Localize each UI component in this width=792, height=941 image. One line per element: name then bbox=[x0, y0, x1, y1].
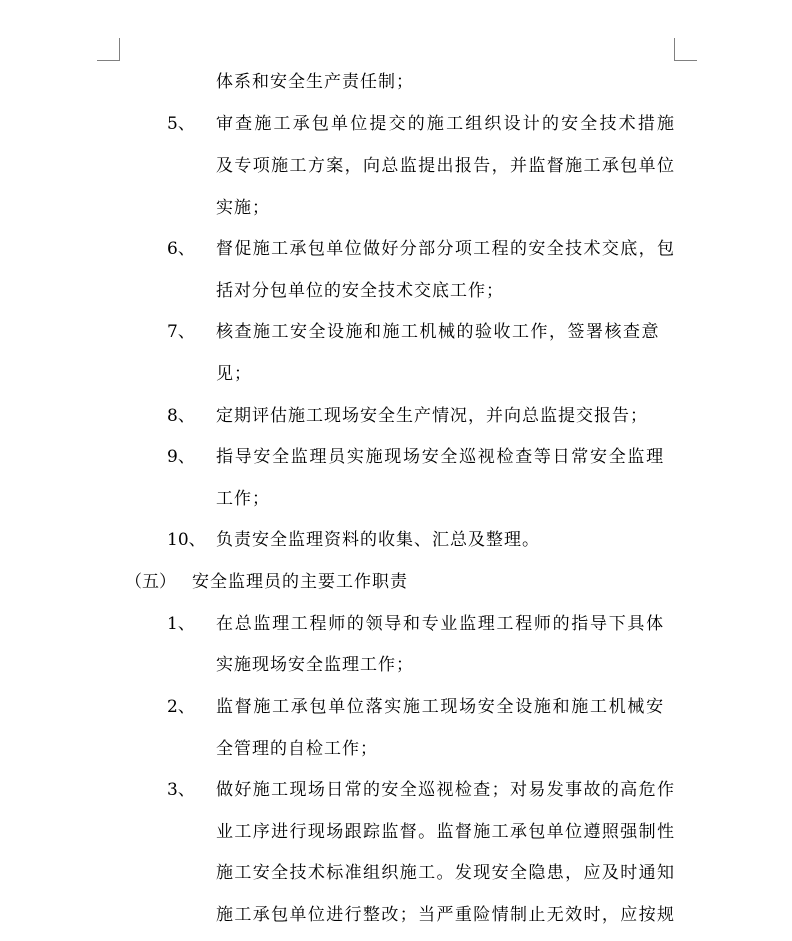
list-item-line: 在总监理工程师的领导和专业监理工程师的指导下具体 bbox=[216, 614, 665, 634]
list-item-line: 负责安全监理资料的收集、汇总及整理。 bbox=[216, 530, 540, 550]
continuation-line: 体系和安全生产责任制； bbox=[216, 72, 414, 92]
list-item-line: 定期评估施工现场安全生产情况，并向总监提交报告； bbox=[216, 406, 648, 426]
list-item-line: 核查施工安全设施和施工机械的验收工作，签署核查意 bbox=[216, 322, 660, 342]
margin-corner-top-left bbox=[97, 38, 120, 61]
list-item-line: 督促施工承包单位做好分部分项工程的安全技术交底，包 bbox=[216, 239, 674, 259]
list-item-line: 监督施工承包单位落实施工现场安全设施和施工机械安 bbox=[216, 697, 665, 717]
list-item-number: 3、 bbox=[167, 780, 195, 800]
list-item-number: 6、 bbox=[167, 239, 195, 259]
list-item-line: 施工安全技术标准组织施工。发现安全隐患，应及时通知 bbox=[216, 863, 674, 883]
list-item-number: 2、 bbox=[167, 697, 195, 717]
list-item-line: 审查施工承包单位提交的施工组织设计的安全技术措施 bbox=[216, 114, 674, 134]
list-item-number: 9、 bbox=[167, 447, 195, 467]
list-item-line: 做好施工现场日常的安全巡视检查；对易发事故的高危作 bbox=[216, 780, 674, 800]
list-item-line: 全管理的自检工作； bbox=[216, 739, 378, 759]
list-item-number: 10、 bbox=[167, 530, 206, 550]
list-item-line: 及专项施工方案，向总监提出报告，并监督施工承包单位 bbox=[216, 156, 674, 176]
margin-corner-top-right bbox=[674, 38, 697, 61]
section-title: 安全监理员的主要工作职责 bbox=[192, 572, 408, 592]
list-item-line: 实施现场安全监理工作； bbox=[216, 655, 414, 675]
list-item-line: 工作； bbox=[216, 489, 270, 509]
list-item-line: 施工承包单位进行整改；当严重险情制止无效时，应按规 bbox=[216, 905, 674, 925]
list-item-number: 8、 bbox=[167, 406, 195, 426]
list-item-line: 业工序进行现场跟踪监督。监督施工承包单位遵照强制性 bbox=[216, 822, 674, 842]
list-item-number: 1、 bbox=[167, 614, 195, 634]
list-item-line: 括对分包单位的安全技术交底工作； bbox=[216, 281, 504, 301]
section-number: （五） bbox=[125, 572, 176, 592]
list-item-line: 见； bbox=[216, 364, 252, 384]
list-item-line: 指导安全监理员实施现场安全巡视检查等日常安全监理 bbox=[216, 447, 665, 467]
list-item-number: 7、 bbox=[167, 322, 195, 342]
list-item-number: 5、 bbox=[167, 114, 195, 134]
list-item-line: 实施； bbox=[216, 198, 270, 218]
